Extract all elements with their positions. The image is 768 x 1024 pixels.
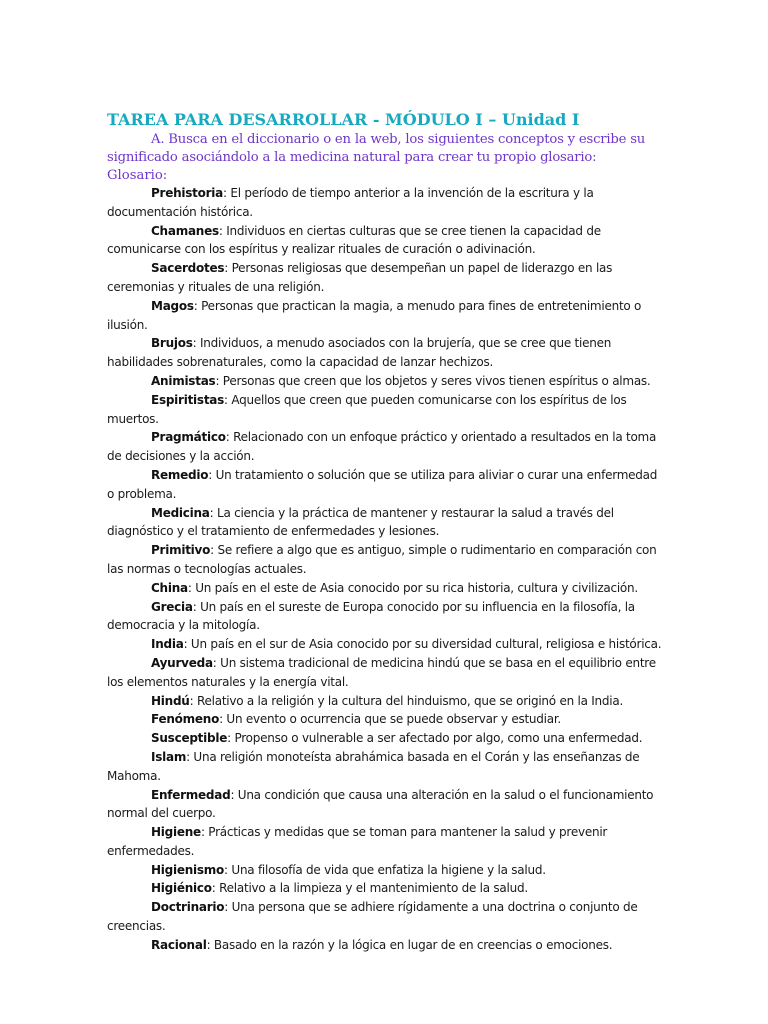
glossary-term: Susceptible — [151, 731, 228, 746]
glossary-entry — [107, 184, 663, 222]
glossary-term: Chamanes — [151, 223, 219, 238]
glossary-term: Espiritistas — [151, 392, 225, 407]
glossary-definition: : Propenso o vulnerable a ser afectado por algo, como una enfermedad. — [227, 731, 643, 746]
glossary-definition: : Personas que creen que los objetos y seres vivos tienen espíritus o almas. — [215, 373, 651, 388]
glossary-entry — [107, 898, 663, 936]
glossary-term: Islam — [151, 749, 187, 764]
glossary-term: Enfermedad — [151, 787, 231, 802]
glossary-entry — [107, 748, 663, 786]
glossary-definition: : Un sistema tradicional de medicina hindú que se basa en el equilibrio entre los elementos naturales y la energía vital. — [107, 655, 656, 689]
glossary-definition: : Una religión monoteísta abrahámica basada en el Corán y las enseñanzas de Mahoma. — [107, 749, 640, 783]
glossary-definition: : Se refiere a algo que es antiguo, simple o rudimentario en comparación con las normas o tecnologías actuales. — [107, 543, 657, 576]
glossary-definition: : La ciencia y la práctica de mantener y restaurar la salud a través del diagnóstico y el tratamiento de enfermedades y lesiones. — [107, 505, 614, 539]
glossary-definition: : Un país en el sureste de Europa conocido por su influencia en la filosofía, la democracia y la mitología. — [107, 599, 635, 633]
glossary-term: Racional — [151, 937, 207, 952]
glossary-term: Primitivo — [151, 543, 211, 558]
glossary-term: Fenómeno — [151, 712, 220, 727]
glossary-entry — [107, 654, 663, 692]
glossary-entry — [107, 729, 663, 748]
glossary-entry — [107, 259, 663, 297]
glossary-definition: : Individuos en ciertas culturas que se cree tienen la capacidad de comunicarse con los espíritus y realizar rituales de curación o adivinación. — [107, 223, 601, 257]
glossary-entry — [107, 504, 663, 542]
glossary-entry — [107, 861, 663, 880]
glossary-definition: : Una condición que causa una alteración en la salud o el funcionamiento normal del cuerpo. — [107, 787, 654, 821]
glossary-entry — [107, 466, 663, 504]
document-content — [107, 109, 663, 955]
glossary-term: Higiene — [151, 825, 201, 840]
glossary-definition: : Un país en el este de Asia conocido por su rica historia, cultura y civilización. — [187, 580, 638, 595]
glossary-definition: : Relativo a la limpieza y el mantenimiento de la salud. — [211, 881, 528, 896]
glossary-entry — [107, 391, 663, 429]
glossary-entry — [107, 936, 663, 955]
glossary-entry — [107, 541, 663, 579]
glossary-term: China — [151, 580, 188, 595]
glossary-definition: : Relativo a la religión y la cultura del hinduismo, que se originó en la India. — [189, 693, 624, 708]
document-title: TAREA PARA DESARROLLAR - MÓDULO I – Unidad I — [107, 110, 580, 129]
glossary-entry — [107, 334, 663, 372]
glossary-term: Remedio — [151, 467, 209, 482]
glossary-definition: : Un tratamiento o solución que se utiliza para aliviar o curar una enfermedad o problema. — [107, 467, 658, 501]
glossary-definition: : Aquellos que creen que pueden comunicarse con los espíritus de los muertos. — [107, 392, 627, 426]
glossary-entry — [107, 692, 663, 711]
glossary-definition: : Un país en el sur de Asia conocido por su diversidad cultural, religiosa e histórica. — [183, 637, 662, 652]
glossary-term: Grecia — [151, 599, 193, 614]
glossary-term: Animistas — [151, 373, 216, 388]
glossary-definition: : Basado en la razón y la lógica en lugar de en creencias o emociones. — [206, 937, 613, 952]
glossary-term: Prehistoria — [151, 186, 224, 200]
glossary-definition: : Relacionado con un enfoque práctico y orientado a resultados en la toma de decisiones y la acción. — [107, 430, 657, 464]
glossary-entry — [107, 372, 663, 391]
glossary-definition: : Personas religiosas que desempeñan un papel de liderazgo en las ceremonias y rituales de una religión. — [107, 261, 613, 294]
glossary-definition: : Una persona que se adhiere rígidamente a una doctrina o conjunto de creencias. — [107, 900, 638, 934]
glossary-definition: : Un evento o ocurrencia que se puede observar y estudiar. — [219, 712, 561, 727]
instruction-text: A. Busca en el diccionario o en la web, los siguientes conceptos y escribe su significado asociándolo a la medicina natural para crear tu propio glosario: — [107, 132, 646, 165]
glossary-entry — [107, 710, 663, 729]
glossary-term: Ayurveda — [151, 655, 213, 670]
glossary-definition: : Personas que practican la magia, a menudo para fines de entretenimiento o ilusión. — [107, 298, 642, 332]
glossary-entry — [107, 579, 663, 598]
glossary-entry — [107, 635, 663, 654]
glossary-term: Magos — [151, 298, 194, 313]
glossary-definition: : Individuos, a menudo asociados con la brujería, que se cree que tienen habilidades sobrenaturales, como la capacidad de lanzar hechizos. — [107, 336, 612, 370]
glossary-term: India — [151, 637, 184, 652]
glossary-list — [107, 184, 663, 955]
glossary-entry — [107, 222, 663, 260]
glossary-definition: : Prácticas y medidas que se toman para mantener la salud y prevenir enfermedades. — [107, 825, 608, 858]
glossary-term: Higiénico — [151, 881, 212, 896]
glossary-entry — [107, 297, 663, 335]
glossary-entry — [107, 823, 663, 861]
glossary-term: Hindú — [151, 693, 190, 708]
glossary-term: Pragmático — [151, 430, 226, 445]
glossary-term: Higienismo — [151, 862, 225, 877]
glossary-term: Doctrinario — [151, 900, 225, 915]
glossary-term: Brujos — [151, 336, 193, 351]
glossary-definition: : Una filosofía de vida que enfatiza la higiene y la salud. — [224, 862, 546, 877]
glossary-heading: Glosario: — [107, 168, 168, 183]
glossary-entry — [107, 428, 663, 466]
glossary-term: Medicina — [151, 505, 210, 520]
glossary-entry — [107, 598, 663, 636]
glossary-definition: : El período de tiempo anterior a la invención de la escritura y la documentación histórica. — [107, 186, 594, 219]
glossary-term: Sacerdotes — [151, 261, 225, 276]
glossary-entry — [107, 786, 663, 824]
glossary-entry — [107, 879, 663, 898]
